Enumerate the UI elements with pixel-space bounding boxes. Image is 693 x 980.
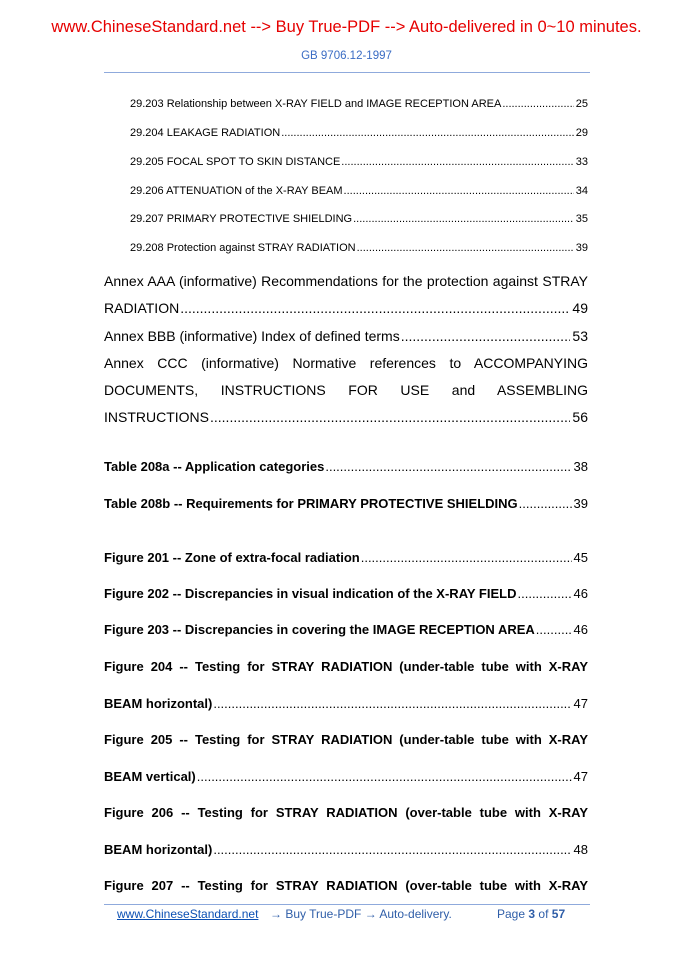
dot-leader bbox=[401, 328, 571, 344]
footer-site-link[interactable]: www.ChineseStandard.net bbox=[117, 907, 259, 921]
toc-entry-title: 29.204 LEAKAGE RADIATION bbox=[130, 127, 281, 139]
footer-promo: → Buy True-PDF → Auto-delivery. bbox=[270, 907, 452, 921]
footer-divider bbox=[104, 904, 590, 905]
dot-leader bbox=[361, 550, 572, 565]
dot-leader bbox=[353, 213, 574, 225]
toc-entry-page: 46 bbox=[573, 622, 588, 637]
toc-entry-29-203[interactable] bbox=[130, 98, 588, 110]
toc-entry-title: BEAM horizontal) bbox=[104, 696, 213, 711]
toc-entry-title: RADIATION bbox=[104, 300, 180, 316]
header-divider bbox=[104, 72, 590, 73]
dot-leader bbox=[518, 586, 572, 601]
dot-leader bbox=[502, 98, 573, 110]
toc-entry-page: 33 bbox=[575, 156, 588, 168]
toc-entry-page: 39 bbox=[573, 496, 588, 511]
toc-entry-table-208a[interactable] bbox=[104, 459, 588, 474]
toc-entry-title: Annex BBB (informative) Index of defined terms bbox=[104, 328, 400, 344]
toc-entry-title: BEAM vertical) bbox=[104, 769, 196, 784]
toc-entry-figure-206-line1[interactable]: Figure 206 -- Testing for STRAY RADIATION (over-table tube with X-RAY bbox=[104, 805, 588, 820]
dot-leader bbox=[213, 696, 571, 711]
toc-entry-page: 38 bbox=[573, 459, 588, 474]
page-indicator bbox=[497, 907, 565, 921]
toc-entry-figure-204[interactable] bbox=[104, 696, 588, 711]
toc-entry-annex-ccc-line1[interactable]: Annex CCC (informative) Normative references to ACCOMPANYING bbox=[104, 355, 588, 371]
of-label: of bbox=[538, 907, 549, 921]
dot-leader bbox=[281, 127, 574, 139]
promo-banner[interactable]: www.ChineseStandard.net --> Buy True-PDF --> Auto-delivered in 0~10 minutes. bbox=[51, 18, 642, 36]
toc-entry-figure-203[interactable] bbox=[104, 622, 588, 637]
toc-entry-page: 47 bbox=[573, 769, 588, 784]
dot-leader bbox=[213, 842, 571, 857]
dot-leader bbox=[341, 156, 573, 168]
page-number: 3 bbox=[528, 907, 536, 921]
toc-entry-page: 53 bbox=[572, 328, 588, 344]
toc-entry-29-208[interactable] bbox=[130, 242, 588, 254]
toc-entry-title: Figure 202 -- Discrepancies in visual indication of the X-RAY FIELD bbox=[104, 586, 517, 601]
toc-entry-title: Table 208b -- Requirements for PRIMARY PROTECTIVE SHIELDING bbox=[104, 496, 518, 511]
toc-entry-page: 48 bbox=[573, 842, 588, 857]
toc-entry-page: 49 bbox=[572, 300, 588, 316]
toc-entry-29-206[interactable] bbox=[130, 185, 588, 197]
dot-leader bbox=[325, 459, 571, 474]
toc-entry-page: 25 bbox=[575, 98, 588, 110]
toc-entry-figure-205-line1[interactable]: Figure 205 -- Testing for STRAY RADIATION (under-table tube with X-RAY bbox=[104, 732, 588, 747]
dot-leader bbox=[519, 496, 572, 511]
toc-entry-figure-202[interactable] bbox=[104, 586, 588, 601]
toc-entry-title: 29.206 ATTENUATION of the X-RAY BEAM bbox=[130, 185, 343, 197]
toc-entry-title: 29.208 Protection against STRAY RADIATION bbox=[130, 242, 356, 254]
toc-entry-title: 29.205 FOCAL SPOT TO SKIN DISTANCE bbox=[130, 156, 341, 168]
toc-entry-annex-aaa-line1[interactable]: Annex AAA (informative) Recommendations for the protection against STRAY bbox=[104, 273, 588, 289]
dot-leader bbox=[197, 769, 572, 784]
toc-entry-table-208b[interactable] bbox=[104, 496, 588, 511]
toc-entry-29-205[interactable] bbox=[130, 156, 588, 168]
toc-entry-page: 45 bbox=[573, 550, 588, 565]
toc-entry-figure-206[interactable] bbox=[104, 842, 588, 857]
toc-entry-page: 35 bbox=[575, 213, 588, 225]
toc-entry-title: Figure 203 -- Discrepancies in covering the IMAGE RECEPTION AREA bbox=[104, 622, 535, 637]
dot-leader bbox=[210, 409, 570, 425]
toc-entry-title: INSTRUCTIONS bbox=[104, 409, 209, 425]
toc-entry-page: 56 bbox=[572, 409, 588, 425]
dot-leader bbox=[344, 185, 574, 197]
toc-entry-figure-204-line1[interactable]: Figure 204 -- Testing for STRAY RADIATION (under-table tube with X-RAY bbox=[104, 659, 588, 674]
dot-leader bbox=[180, 300, 570, 316]
toc-entry-title: Figure 201 -- Zone of extra-focal radiation bbox=[104, 550, 360, 565]
toc-entry-annex-ccc[interactable] bbox=[104, 409, 588, 425]
toc-entry-title: BEAM horizontal) bbox=[104, 842, 213, 857]
toc-entry-annex-aaa[interactable] bbox=[104, 300, 588, 316]
total-pages: 57 bbox=[551, 907, 566, 921]
dot-leader bbox=[357, 242, 574, 254]
toc-entry-page: 39 bbox=[575, 242, 588, 254]
dot-leader bbox=[536, 622, 572, 637]
toc-entry-annex-ccc-line2[interactable]: DOCUMENTS, INSTRUCTIONS FOR USE and ASSEMBLING bbox=[104, 382, 588, 398]
toc-entry-page: 34 bbox=[575, 185, 588, 197]
toc-entry-figure-205[interactable] bbox=[104, 769, 588, 784]
toc-entry-annex-bbb[interactable] bbox=[104, 328, 588, 344]
toc-entry-page: 46 bbox=[573, 586, 588, 601]
standard-id: GB 9706.12-1997 bbox=[301, 50, 392, 62]
toc-entry-page: 47 bbox=[573, 696, 588, 711]
toc-entry-29-207[interactable] bbox=[130, 213, 588, 225]
toc-entry-29-204[interactable] bbox=[130, 127, 588, 139]
toc-entry-page: 29 bbox=[575, 127, 588, 139]
page-label: Page bbox=[497, 907, 526, 921]
toc-entry-title: 29.203 Relationship between X-RAY FIELD and IMAGE RECEPTION AREA bbox=[130, 98, 502, 110]
toc-entry-figure-207-line1[interactable]: Figure 207 -- Testing for STRAY RADIATION (over-table tube with X-RAY bbox=[104, 878, 588, 893]
toc-entry-figure-201[interactable] bbox=[104, 550, 588, 565]
toc-entry-title: 29.207 PRIMARY PROTECTIVE SHIELDING bbox=[130, 213, 353, 225]
toc-entry-title: Table 208a -- Application categories bbox=[104, 459, 325, 474]
